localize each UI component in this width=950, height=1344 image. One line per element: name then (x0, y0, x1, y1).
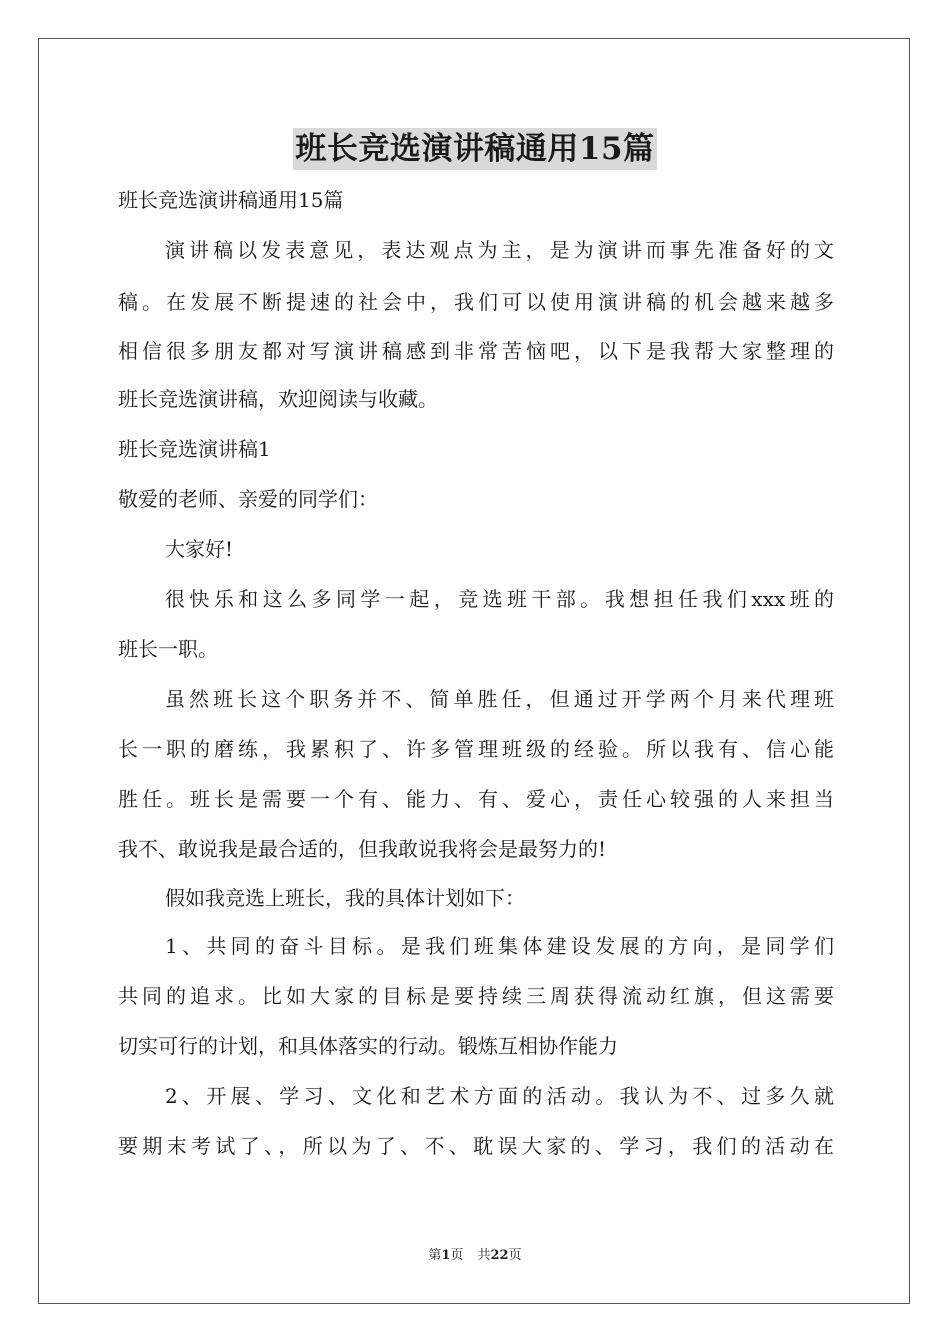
page-footer (0, 1246, 950, 1266)
body-line: 班长竞选演讲稿，欢迎阅读与收藏。 (118, 387, 438, 411)
body-line: 切实可行的计划，和具体落实的行动。锻炼互相协作能力 (118, 1034, 618, 1058)
body-line: 共同的追求。比如大家的目标是要持续三周获得流动红旗，但这需要 (118, 984, 834, 1008)
footer-total-prefix: 共 (477, 1248, 491, 1263)
page-border (38, 38, 910, 1304)
body-line: 长一职的磨练，我累积了、许多管理班级的经验。所以我有、信心能 (118, 737, 834, 761)
footer-page-prefix: 第 (428, 1248, 442, 1263)
document-title: 班长竞选演讲稿通用15篇 (293, 128, 656, 170)
body-line: 胜任。班长是需要一个有、能力、有、爱心，责任心较强的人来担当 (118, 787, 834, 811)
section-heading: 班长竞选演讲稿1 (118, 437, 271, 461)
body-line: 我不、敢说我是最合适的，但我敢说我将会是最努力的! (118, 837, 607, 861)
body-line: 1、共同的奋斗目标。是我们班集体建设发展的方向，是同学们 (165, 934, 834, 958)
body-line: 2、开展、学习、文化和艺术方面的活动。我认为不、过多久就 (165, 1084, 834, 1108)
greeting-line: 大家好! (165, 537, 234, 561)
title-wrap (0, 128, 950, 170)
body-line: 很快乐和这么多同学一起，竞选班干部。我想担任我们xxx班的 (165, 587, 834, 611)
body-line: 要期末考试了、，所以为了、不、耽误大家的、学习，我们的活动在 (118, 1134, 834, 1158)
body-line: 虽然班长这个职务并不、简单胜任，但通过开学两个月来代理班 (165, 687, 834, 711)
body-line: 班长一职。 (118, 637, 218, 661)
footer-total-unit: 页 (508, 1248, 522, 1263)
subtitle-line: 班长竞选演讲稿通用15篇 (118, 188, 344, 212)
footer-page-total: 22 (490, 1248, 509, 1263)
salutation-line: 敬爱的老师、亲爱的同学们： (118, 487, 378, 511)
body-line: 假如我竞选上班长，我的具体计划如下： (165, 886, 525, 910)
footer-page-unit: 页 (450, 1248, 464, 1263)
footer-page-current: 1 (441, 1248, 451, 1263)
body-line: 稿。在发展不断提速的社会中，我们可以使用演讲稿的机会越来越多 (118, 290, 834, 314)
body-line: 演讲稿以发表意见，表达观点为主，是为演讲而事先准备好的文 (165, 238, 834, 262)
body-line: 相信很多朋友都对写演讲稿感到非常苦恼吧，以下是我帮大家整理的 (118, 339, 834, 363)
